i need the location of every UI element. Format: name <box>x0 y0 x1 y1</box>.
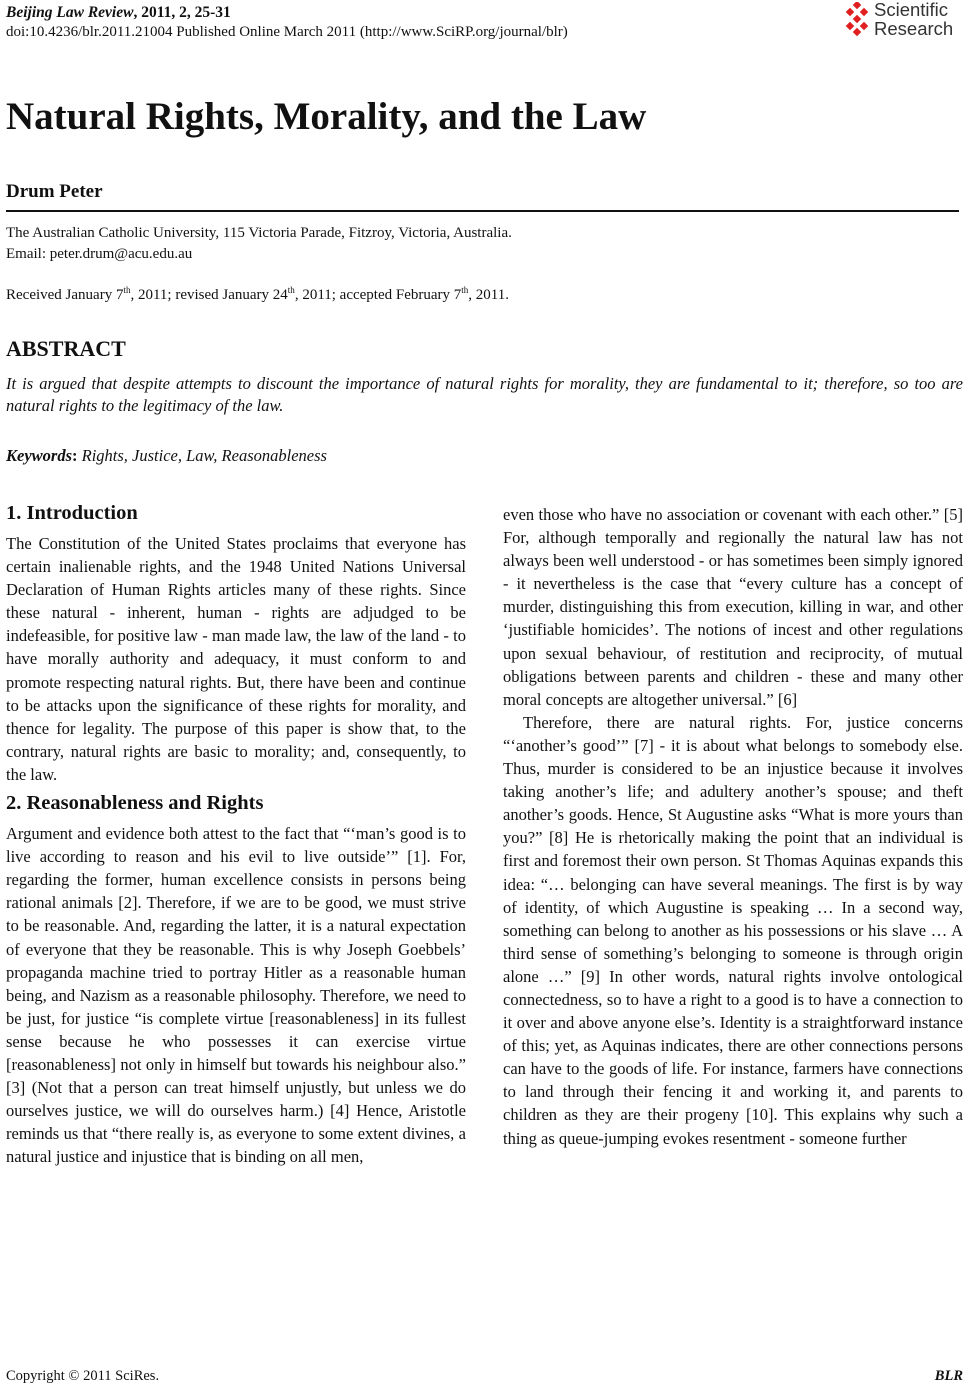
abstract-text: It is argued that despite attempts to discount the importance of natural rights for morality, they are fundamental to it; therefore, so too are natural rights to the legitimacy of the law. <box>6 374 963 415</box>
body-paragraph: Therefore, there are natural rights. For, justice concerns “‘another’s good’” [7] - it is about what belongs to somebody else. Thus, murder is considered to be an injustice because it involves taking another’s life; and adultery another’s spouse; and theft another’s goods. Hence, St Augustine asks “What is more yours than you?” [8] He is rhetorically making the point that an individual is first and foremost their own person. St Thomas Aquinas expands this idea: “… belonging can have several meanings. The first is by way of identity, of which Augustine is speaking … In a second way, something can belong to another as his possessions or his slave … A third sense of something’s belonging to someone is through origin alone …” [9] In other words, natural rights involve ontological connectedness, so to have a right to a good is to have a connection to it over and above anyone else’s. Identity is a straightforward instance of this; yet, as Aquinas indicates, there are other connections persons can have to the goods of life. For instance, farmers have connections to land through their fencing it and working it, and parents to children as they are their progeny [10]. This explains why such a thing as queue-jumping evokes resentment - someone further <box>503 712 963 1148</box>
abstract-heading: ABSTRACT <box>6 336 126 361</box>
footer-journal-abbrev: BLR <box>934 1368 963 1384</box>
footer-copyright: Copyright © 2011 SciRes. <box>6 1368 160 1384</box>
doi-line: doi:10.4236/blr.2011.21004 Published Online March 2011 (http://www.SciRP.org/journal/blr) <box>6 24 568 40</box>
publisher-logo-text: Scientific Research <box>874 0 954 39</box>
journal-name: Beijing Law Review <box>6 4 134 21</box>
keywords-list: Rights, Justice, Law, Reasonableness <box>81 446 327 465</box>
author-name: Drum Peter <box>6 181 103 202</box>
title-divider <box>6 210 959 212</box>
keywords-label: Keywords <box>6 446 72 465</box>
right-column <box>503 503 963 1150</box>
introduction-paragraph: The Constitution of the United States proclaims that everyone has certain inalienable rights, and the 1948 United Nations Universal Declaration of Human Rights articles many of these rights. Since these natural - inherent, human - rights are adjudged to be indefeasible, for positive law - man made law, the law of the land - to have morally authority and adequacy, it must conform to and promote respecting natural rights. But, there have been and continue to be attacks upon the significance of these rights for morality, and thence for legality. The purpose of this paper is show that, to the contrary, natural rights are basic to morality; and, consequently, to the law. <box>6 534 466 784</box>
journal-volume: , 2011, 2, 25-31 <box>133 4 231 21</box>
left-column <box>6 500 466 1168</box>
publisher-logo-icon <box>845 2 871 36</box>
keywords: Keywords: Rights, Justice, Law, Reasonableness <box>6 446 327 465</box>
author-email: Email: peter.drum@acu.edu.au <box>6 246 193 262</box>
body-paragraph: even those who have no association or covenant with each other.” [5] For, although temporally and regionally the natural law has not always been well understood - or has sometimes been simply ignored - it nevertheless is the case that “every culture has a concept of murder, distinguishing this from execution, killing in war, and other ‘justifiable homicides’. The notions of incest and other regulations upon sexual behaviour, of restitution and reciprocity, of mutual obligations between parents and children - these and many other moral concepts are altogether universal.” [6] <box>503 505 963 709</box>
section-heading-introduction: 1. Introduction <box>6 502 138 524</box>
received-dates: Received January 7th, 2011; revised January 24th, 2011; accepted February 7th, 2011. <box>6 285 509 303</box>
journal-citation <box>6 3 231 22</box>
reasonableness-paragraph: Argument and evidence both attest to the fact that “‘man’s good is to live according to reason and his evil to live outside’” [1]. For, regarding the former, human excellence consists in persons being rational animals [2]. Therefore, if we are to be good, we must strive to be reasonable. And, regarding the latter, it is a natural expectation of everyone that they be reasonable. This is why Joseph Goebbels’ propaganda machine tried to portray Hitler as a reasonable human being, and Nazism as a reasonable philosophy. Therefore, we need to be just, for justice “is complete virtue [reasonableness] in its fullest sense because he who possesses it can exercise virtue [reasonableness] not only in himself but towards his neighbour also.” [3] (Not that a person can treat himself unjustly, but unless we do ourselves justice, we will do ourselves harm.) [4] Hence, Aristotle reminds us that “there really is, as everyone to some extent divines, a natural justice and injustice that is binding on all men, <box>6 824 466 1167</box>
paper-title: Natural Rights, Morality, and the Law <box>6 95 647 138</box>
publisher-logo <box>845 0 967 42</box>
section-heading-reasonableness: 2. Reasonableness and Rights <box>6 792 264 815</box>
author-affiliation: The Australian Catholic University, 115 Victoria Parade, Fitzroy, Victoria, Australia. <box>6 225 512 241</box>
